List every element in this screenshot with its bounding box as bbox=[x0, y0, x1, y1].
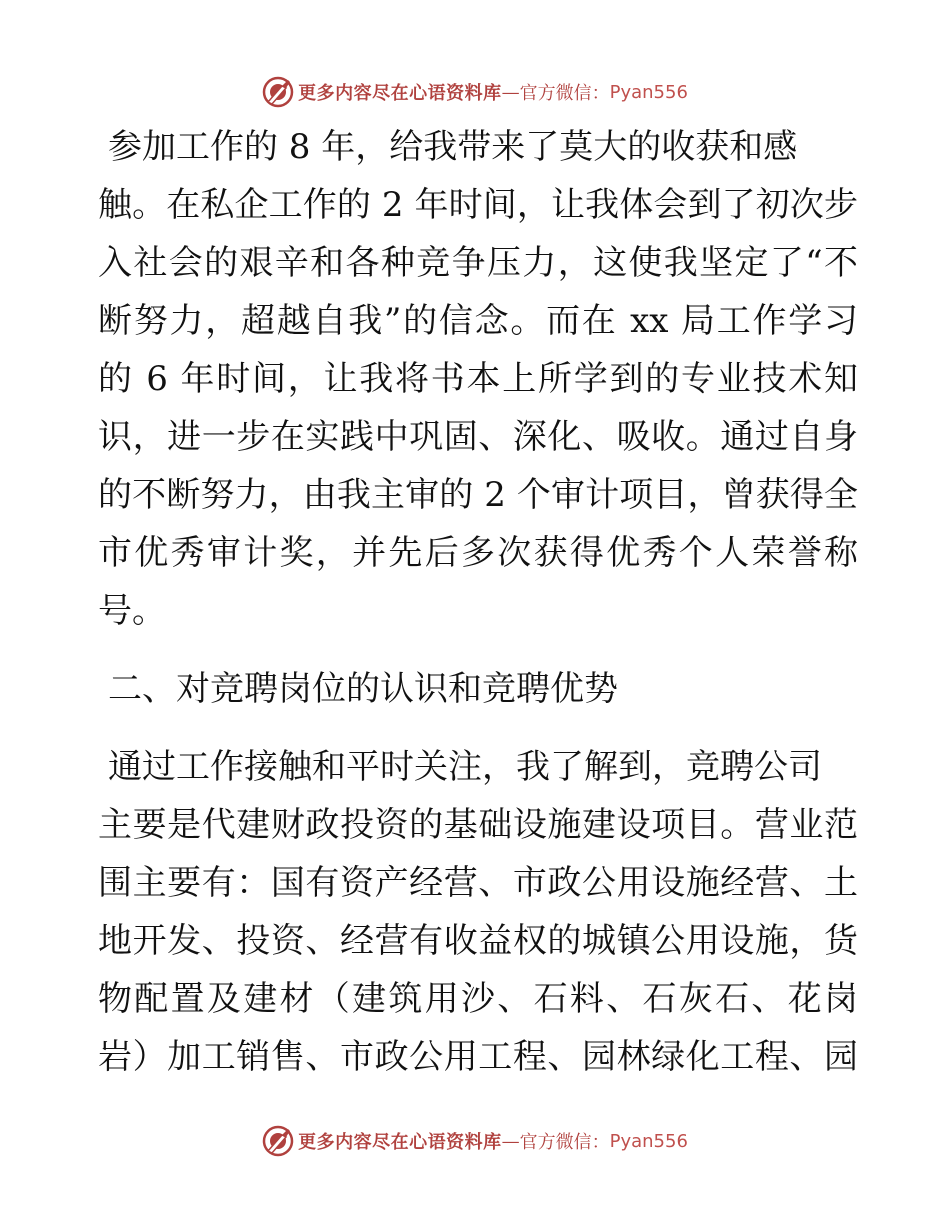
paragraph-line: 识，进一步在实践中巩固、深化、吸收。通过自身 bbox=[98, 417, 858, 457]
banner-main-text: 更多内容尽在心语资料库 bbox=[298, 83, 502, 104]
banner-separator: — bbox=[501, 81, 520, 103]
section-heading-text: 二、对竞聘岗位的认识和竞聘优势 bbox=[108, 669, 618, 709]
header-watermark-banner bbox=[0, 75, 950, 109]
pen-logo-icon bbox=[262, 1125, 294, 1157]
paragraph-line: 参加工作的 8 年，给我带来了莫大的收获和感 bbox=[108, 127, 798, 167]
banner-wechat-id: Pyan556 bbox=[609, 81, 688, 103]
paragraph-line: 围主要有：国有资产经营、市政公用设施经营、土 bbox=[98, 863, 858, 903]
banner-main-text: 更多内容尽在心语资料库 bbox=[298, 1132, 502, 1153]
banner-separator: — bbox=[501, 1130, 520, 1152]
paragraph-line: 断努力，超越自我”的信念。而在 xx 局工作学习 bbox=[98, 301, 858, 341]
paragraph-1 bbox=[98, 118, 858, 640]
pen-logo-icon bbox=[262, 76, 294, 108]
banner-wechat-label: 官方微信： bbox=[519, 83, 610, 104]
banner-wechat-id: Pyan556 bbox=[609, 1130, 688, 1152]
paragraph-line: 地开发、投资、经营有收益权的城镇公用设施，货 bbox=[98, 921, 858, 961]
paragraph-line: 市优秀审计奖，并先后多次获得优秀个人荣誉称 bbox=[98, 533, 858, 573]
paragraph-2 bbox=[98, 738, 858, 1086]
paragraph-line: 的不断努力，由我主审的 2 个审计项目，曾获得全 bbox=[98, 475, 858, 515]
paragraph-line: 入社会的艰辛和各种竞争压力，这使我坚定了“不 bbox=[98, 243, 858, 283]
footer-watermark-banner bbox=[0, 1124, 950, 1158]
paragraph-line: 的 6 年时间，让我将书本上所学到的专业技术知 bbox=[98, 359, 858, 399]
paragraph-line: 主要是代建财政投资的基础设施建设项目。营业范 bbox=[98, 805, 858, 845]
paragraph-line: 通过工作接触和平时关注，我了解到，竞聘公司 bbox=[108, 747, 822, 787]
paragraph-line: 岩）加工销售、市政公用工程、园林绿化工程、园 bbox=[98, 1037, 858, 1077]
banner-wechat-label: 官方微信： bbox=[519, 1132, 610, 1153]
section-heading bbox=[98, 660, 858, 718]
paragraph-line: 物配置及建材（建筑用沙、石料、石灰石、花岗 bbox=[98, 979, 858, 1019]
paragraph-line: 触。在私企工作的 2 年时间，让我体会到了初次步 bbox=[98, 185, 858, 225]
paragraph-line: 号。 bbox=[98, 591, 166, 631]
